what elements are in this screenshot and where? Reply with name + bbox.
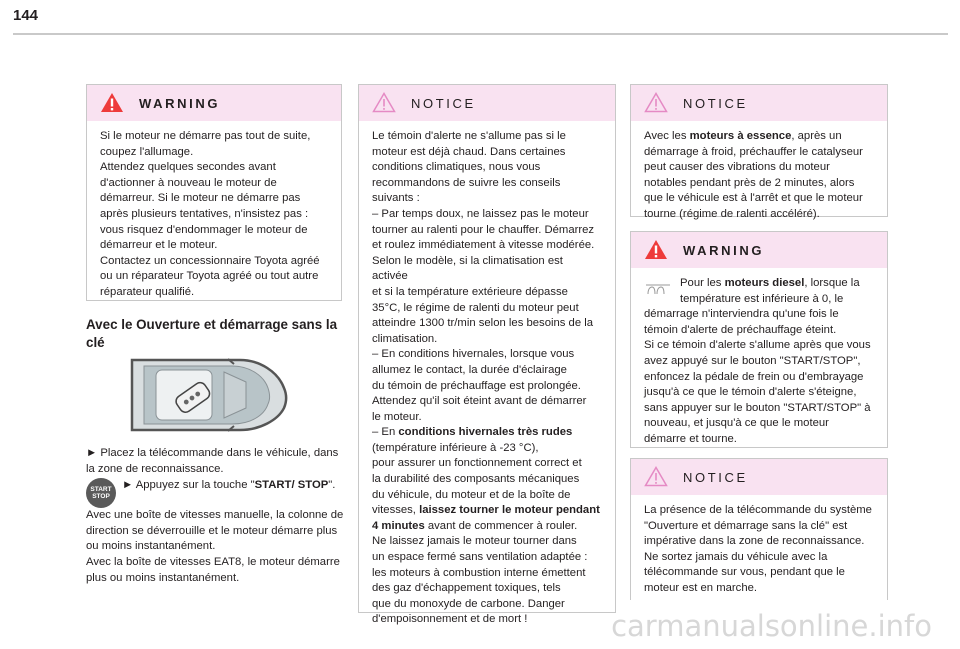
warning-title: WARNING [683,242,765,258]
warning-triangle-icon [100,92,124,113]
glow-plug-icon [646,282,670,296]
notice-triangle-icon [644,92,668,113]
warning-header [631,232,887,268]
warning-box-2 [630,231,888,448]
notice-box-2 [630,84,888,220]
notice-triangle-icon [644,466,668,487]
notice-header [631,85,887,121]
warning-triangle-icon [644,239,668,260]
notice-box-1 [358,84,616,626]
warning-title: WARNING [139,95,221,111]
step-press-start [86,477,348,508]
notice-triangle-icon [372,92,396,113]
warning-text: Pour les moteurs diesel, lorsque la température est inférieure à 0, le démarrage n'interviendra qu'une fois le témoin d'alerte de préchauffage éteint. [644,277,860,336]
watermark: carmanualsonline.info [611,609,932,643]
start-stop-button-icon: START STOP [86,478,116,508]
notice-text: Le témoin d'alerte ne s'allume pas si le moteur est déjà chaud. Dans certaines conditions climatiques, nous vous recommandons de suivre les conseils suivants : – Par temps doux, ne laissez pas le moteur tourner au ralenti pour le chauffer. Démarrez et roulez immédiatement à vitesse modérée. Selon le modèle, si la climatisation est activée et si la température extérieure dépasse 35°C, le régime de ralenti du moteur peut atteindre 1300 tr/min selon les besoins de la climatisation. – En conditions hivernales, lorsque vous allumez le contact, la durée d'éclairage du témoin de préchauffage est prolongée. Attendez qu'il soit éteint avant de démarrer le moteur. – En conditions hivernales très rudes (température inférieure à -23 °C), pour assurer un fonctionnement correct et la durabilité des composants mécaniques du véhicule, du moteur et de la boîte de vitesses, laissez tourner le moteur pendant 4 minutes avant de commencer à rouler. Ne laissez jamais le moteur tourner dans un espace fermé sans ventilation adaptée : les moteurs à combustion interne émettent des gaz d'échappement toxiques, tels que du monoxyde de carbone. Danger d'empoisonnement et de mort ! [372,130,600,626]
notice-text: La présence de la télécommande du système "Ouverture et démarrage sans la clé" est impérative dans la zone de reconnaissance. Ne sortez jamais du véhicule avec la télécommande sur vous, pendant que le moteur est en marche. [644,504,872,594]
notice-body [631,495,887,605]
notice-title: NOTICE [683,95,748,111]
notice-box-3 [630,458,888,600]
notice-text: Avec les moteurs à essence, après un démarrage à froid, préchauffer le catalyseur peut causer des vibrations du moteur notables pendant près de 2 minutes, alors que le véhicule est à l'arrêt et que le moteur tourne (régime de ralenti accéléré). [644,130,863,220]
warning-body [631,268,887,456]
warning-box-1 [86,84,342,301]
notice-header [631,459,887,495]
step-place-remote: ► Placez la télécommande dans le véhicule, dans la zone de reconnaissance. [86,447,339,475]
manual-gearbox-text: Avec une boîte de vitesses manuelle, la colonne de direction se déverrouille et le moteur démarre plus ou moins instantanément. [86,509,344,553]
notice-body [359,121,615,636]
notice-body [631,121,887,231]
header-divider [13,33,948,35]
car-key-illustration [128,358,288,432]
step-press-start-text: ► Appuyez sur la touche "START/ STOP". [122,479,336,492]
warning-text: Si le moteur ne démarre pas tout de suite, coupez l'allumage. Attendez quelques secondes avant d'actionner à nouveau le moteur de démarreur. Si le moteur ne démarre pas après plusieurs tentatives, n'insistez pas : vous risquez d'endommager le moteur de démarreur et le moteur. Contactez un concessionnaire Toyota agréé ou un réparateur Toyota agréé ou tout autre réparateur qualifié. [100,130,320,298]
warning-text-2: Si ce témoin d'alerte s'allume après que vous avez appuyé sur le bouton "START/STOP", enfoncez la pédale de frein ou d'embrayage jusqu'à ce que le témoin d'alerte s'éteigne, sans appuyer sur le bouton "START/STOP" à nouveau, et jusqu'à ce que le moteur démarre et tourne. [644,339,871,445]
section-heading: Avec le Ouverture et démarrage sans la clé [86,317,338,350]
instructions-text [86,446,348,586]
notice-title: NOTICE [683,469,748,485]
notice-title: NOTICE [411,95,476,111]
page-number: 144 [13,7,39,24]
warning-body [87,121,341,309]
warning-header [87,85,341,121]
eat8-gearbox-text: Avec la boîte de vitesses EAT8, le moteur démarre plus ou moins instantanément. [86,555,340,584]
notice-header [359,85,615,121]
